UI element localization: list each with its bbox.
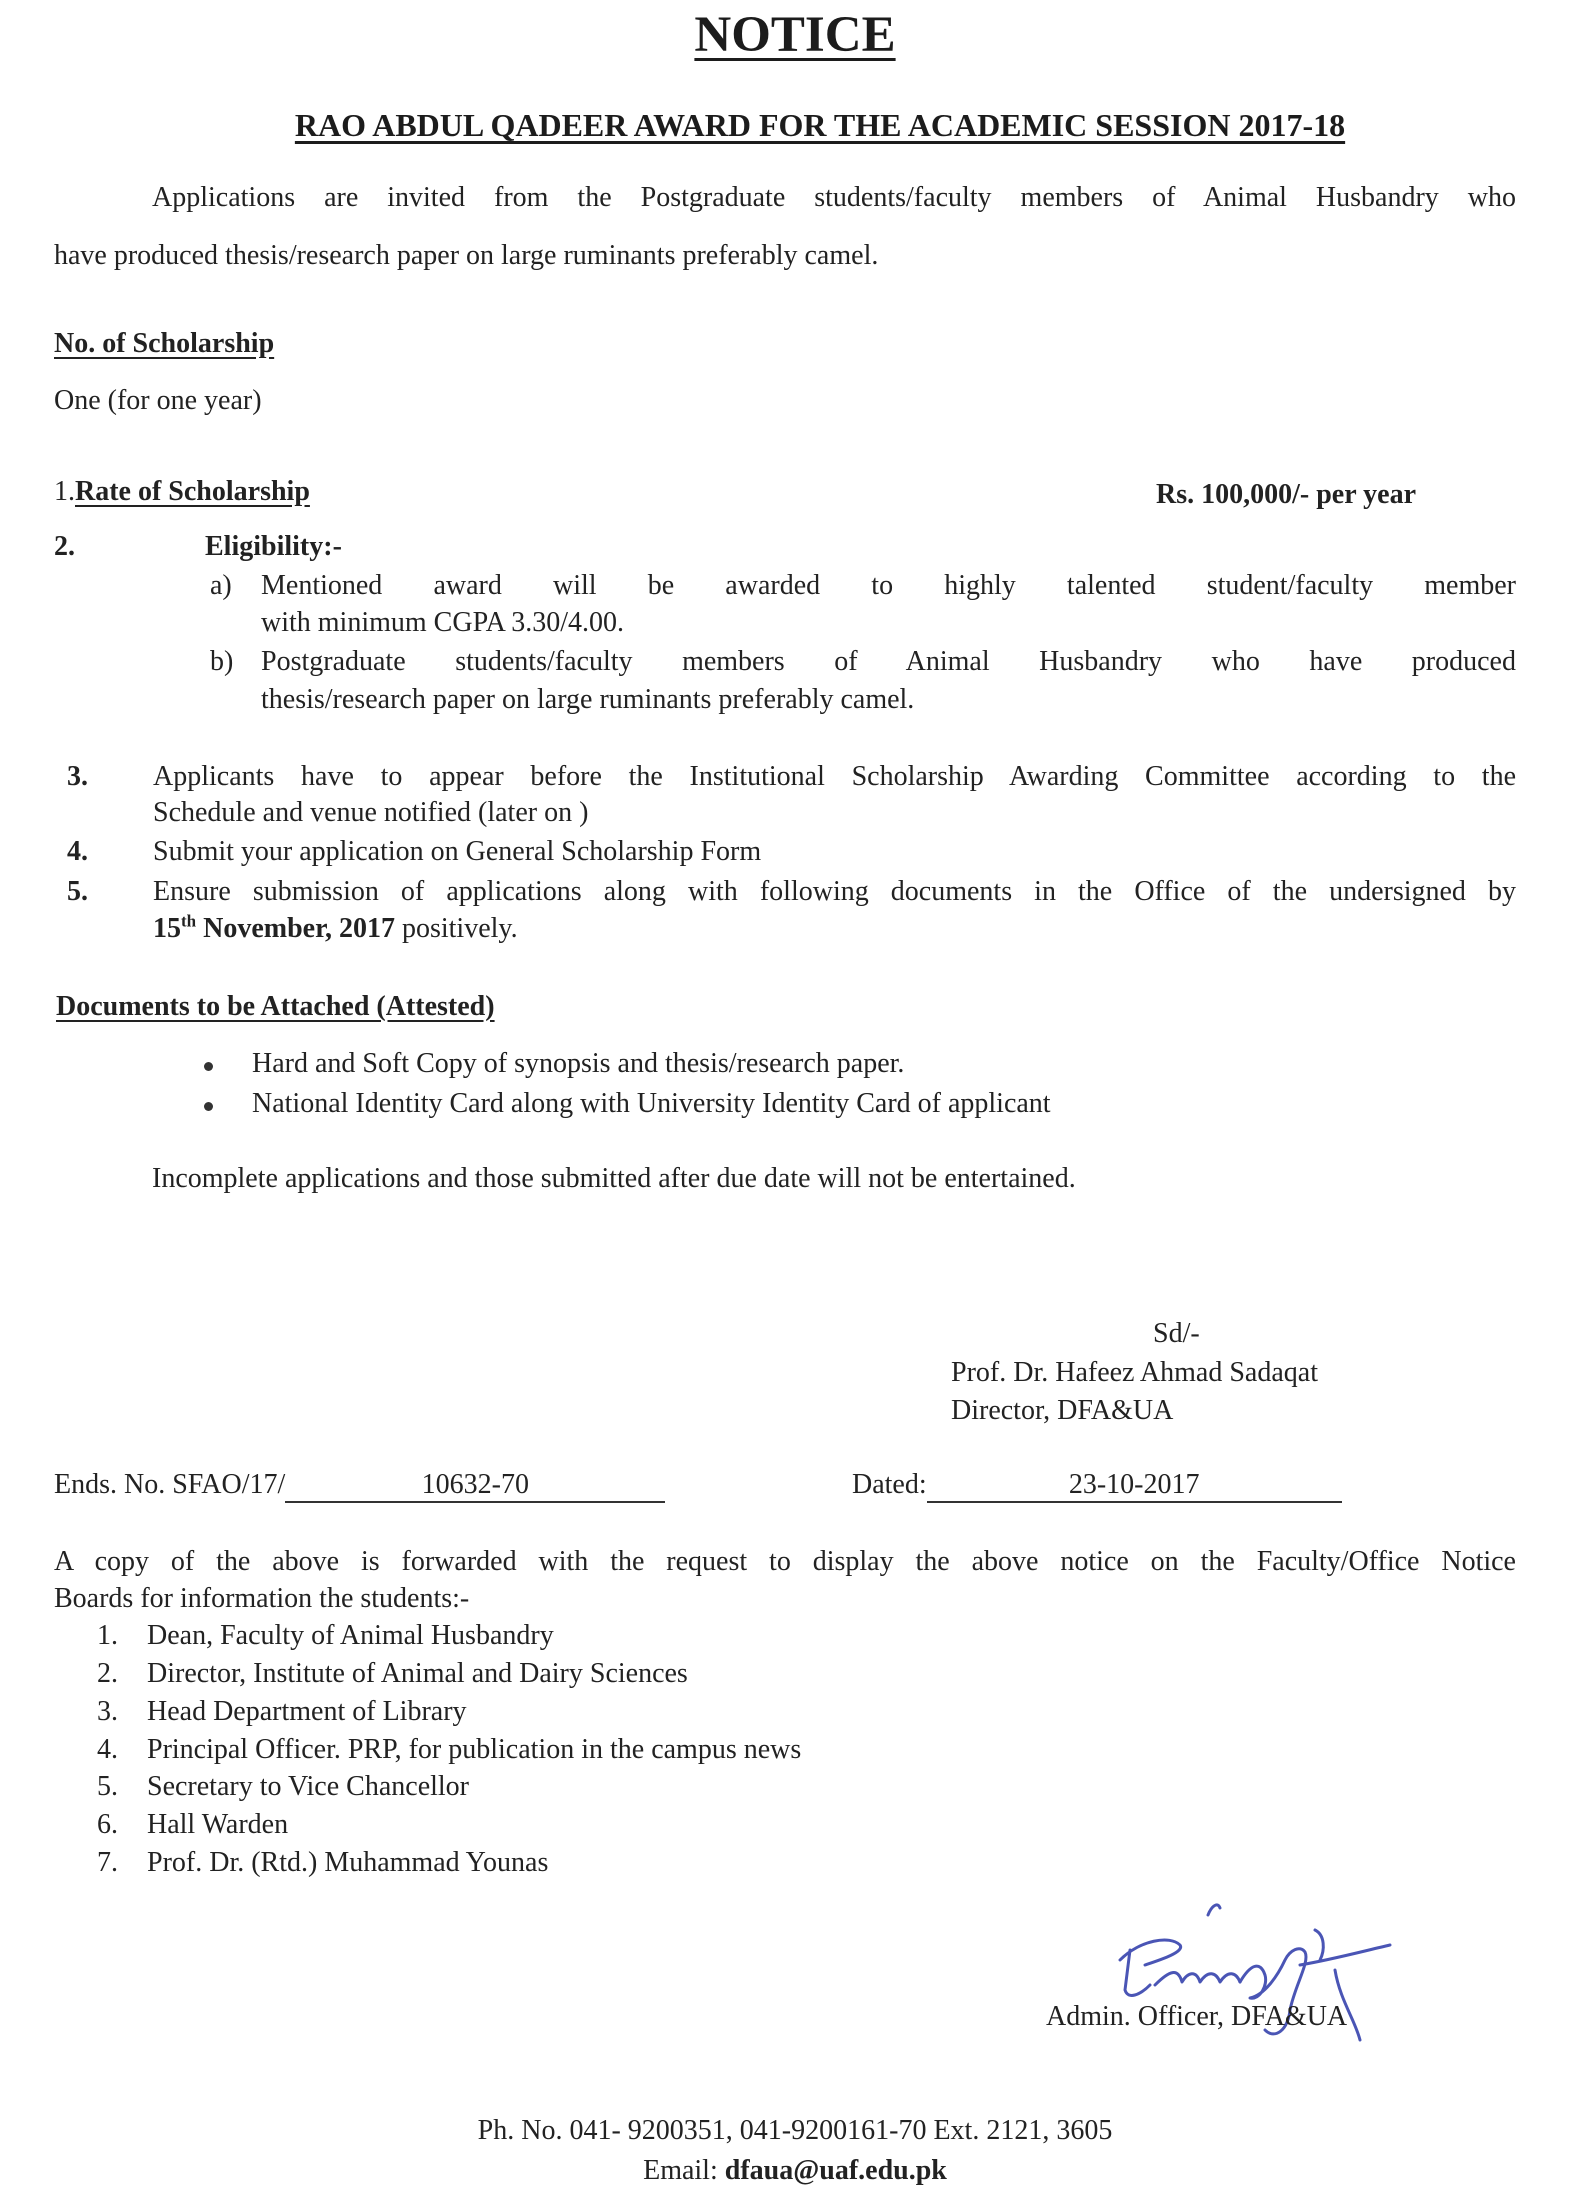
- eligibility-marker-a: a): [210, 570, 232, 601]
- notice-subtitle: RAO ABDUL QADEER AWARD FOR THE ACADEMIC SESSION 2017-18: [294, 107, 1346, 143]
- deadline-suffix: th: [181, 911, 197, 931]
- eligibility-b-line-1: Postgraduate students/faculty members of Animal Husbandry who have produced: [261, 646, 1516, 677]
- bullet-icon: [204, 1062, 213, 1071]
- recipient-number: 1.: [97, 1620, 118, 1651]
- dated-row: [852, 1469, 1342, 1503]
- point-3-number: 3.: [67, 761, 88, 792]
- signatory-name: Prof. Dr. Hafeez Ahmad Sadaqat: [951, 1357, 1318, 1388]
- recipient-number: 4.: [97, 1734, 118, 1765]
- reference-row: [54, 1469, 665, 1503]
- point-5-line-1: Ensure submission of applications along with following documents in the Office of the undersigned by: [153, 876, 1516, 907]
- point-3-line-1: Applicants have to appear before the Institutional Scholarship Awarding Committee according to the: [153, 761, 1516, 792]
- eligibility-a-line-1: Mentioned award will be awarded to highly talented student/faculty member: [261, 570, 1516, 601]
- recipient-number: 7.: [97, 1847, 118, 1878]
- footer-email-label: Email:: [643, 2155, 725, 2186]
- point-3-line-2: Schedule and venue notified (later on ): [153, 797, 589, 828]
- forward-line-2: Boards for information the students:-: [54, 1583, 470, 1614]
- intro-line-2: have produced thesis/research paper on large ruminants preferably camel.: [54, 240, 879, 271]
- recipient-number: 3.: [97, 1696, 118, 1727]
- rate-amount: Rs. 100,000/- per year: [1156, 479, 1416, 510]
- point-4-number: 4.: [67, 836, 88, 867]
- recipient-item: [97, 1809, 288, 1841]
- footer-phone: Ph. No. 041- 9200351, 041-9200161-70 Ext. 2121, 3605: [477, 2115, 1113, 2146]
- document-item-2: National Identity Card along with University Identity Card of applicant: [252, 1088, 1051, 1119]
- recipient-item: [97, 1620, 554, 1652]
- point-5-number: 5.: [67, 876, 88, 907]
- document-item-1: Hard and Soft Copy of synopsis and thesis/research paper.: [252, 1048, 905, 1079]
- recipient-item: [97, 1847, 548, 1879]
- recipient-text: Principal Officer. PRP, for publication in the campus news: [147, 1734, 802, 1765]
- recipient-item: [97, 1658, 688, 1690]
- recipient-text: Prof. Dr. (Rtd.) Muhammad Younas: [147, 1847, 549, 1878]
- ends-label: Ends. No. SFAO/17/: [54, 1469, 286, 1500]
- eligibility-label: Eligibility:-: [205, 531, 342, 562]
- eligibility-a-line-2: with minimum CGPA 3.30/4.00.: [261, 607, 625, 638]
- point-5-line-2: [153, 913, 518, 945]
- recipient-number: 2.: [97, 1658, 118, 1689]
- rate-row: [54, 476, 310, 508]
- recipient-number: 6.: [97, 1809, 118, 1840]
- scholarship-value: One (for one year): [54, 385, 262, 416]
- rate-label: Rate of Scholarship: [75, 476, 310, 507]
- dated-label: Dated:: [852, 1469, 927, 1500]
- eligibility-b-line-2: thesis/research paper on large ruminants preferably camel.: [261, 684, 915, 715]
- scholarship-heading: No. of Scholarship: [54, 328, 275, 359]
- recipient-item: [97, 1734, 801, 1766]
- recipient-number: 5.: [97, 1771, 118, 1802]
- dated-value: 23-10-2017: [927, 1469, 1342, 1503]
- point-4-line-1: Submit your application on General Scholarship Form: [153, 836, 762, 867]
- deadline-day: 15: [153, 913, 181, 944]
- footer-email-row: [0, 2155, 1590, 2187]
- notice-title: NOTICE: [694, 7, 896, 63]
- recipient-text: Director, Institute of Animal and Dairy Sciences: [147, 1658, 688, 1689]
- admin-designation: Admin. Officer, DFA&UA: [1046, 2001, 1348, 2032]
- forward-line-1: A copy of the above is forwarded with the request to display the above notice on the Faculty/Office Notice: [54, 1546, 1516, 1577]
- eligibility-marker-b: b): [210, 646, 234, 677]
- deadline-rest: positively.: [394, 913, 518, 944]
- ends-value: 10632-70: [285, 1469, 665, 1503]
- footer-email[interactable]: dfaua@uaf.edu.pk: [724, 2155, 947, 2186]
- rate-number: 1.: [54, 476, 75, 507]
- bullet-icon: [204, 1102, 213, 1111]
- eligibility-number: 2.: [54, 531, 75, 562]
- intro-line-1: Applications are invited from the Postgraduate students/faculty members of Animal Husbandry who: [152, 182, 1516, 213]
- recipient-text: Hall Warden: [147, 1809, 289, 1840]
- signature-sd: Sd/-: [1153, 1318, 1200, 1349]
- recipient-text: Head Department of Library: [147, 1696, 467, 1727]
- signatory-designation: Director, DFA&UA: [951, 1395, 1174, 1426]
- deadline-month-year: November, 2017: [196, 913, 395, 944]
- recipient-text: Secretary to Vice Chancellor: [147, 1771, 469, 1802]
- recipient-text: Dean, Faculty of Animal Husbandry: [147, 1620, 554, 1651]
- recipient-item: [97, 1696, 467, 1728]
- recipient-item: [97, 1771, 469, 1803]
- documents-heading: Documents to be Attached (Attested): [56, 991, 495, 1022]
- closing-note: Incomplete applications and those submitted after due date will not be entertained.: [152, 1163, 1076, 1194]
